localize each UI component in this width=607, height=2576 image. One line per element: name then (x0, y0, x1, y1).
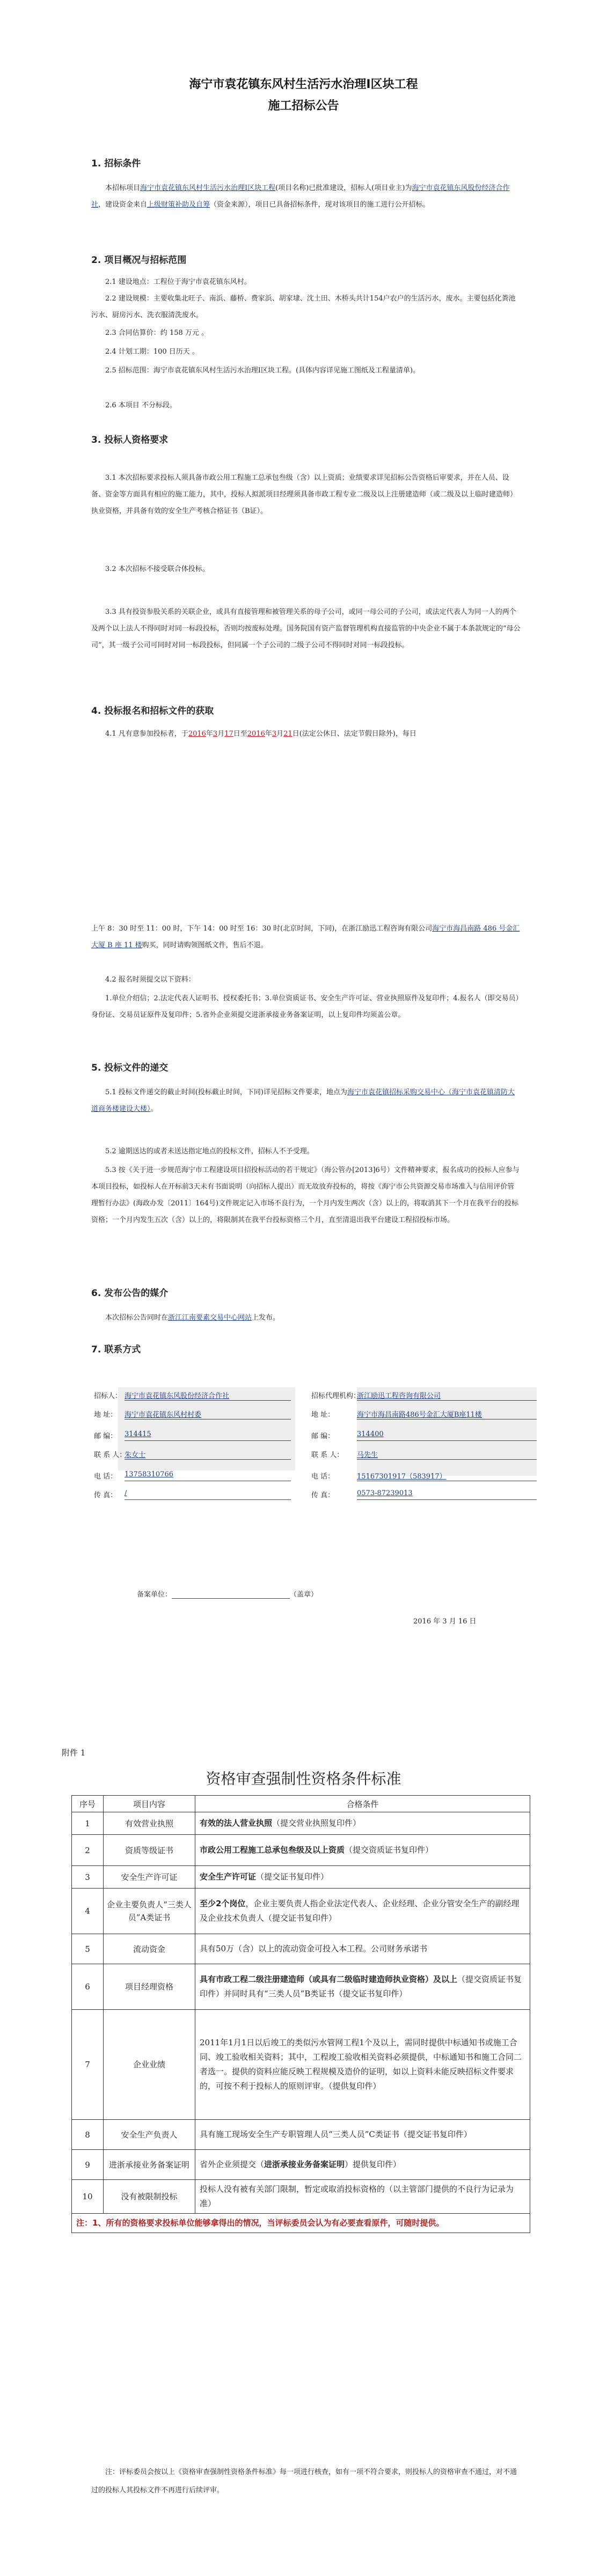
row-condition (195, 2010, 530, 2120)
row-item: 安全生产负责人 (104, 2120, 195, 2150)
section4-heading: 4. 投标报名和招标文件的获取 (91, 706, 214, 716)
s3-p2: 3.2 本次招标不接受联合体投标。 (105, 565, 209, 573)
table-note-row (72, 2214, 530, 2233)
condition-bold: 具有市政工程二级注册建造师（或具有二级临时建造师执业资格）及以上 (200, 1974, 458, 1984)
contact-left-value: / (125, 1489, 127, 1497)
condition-text: 投标人没有被有关部门限制，暂定或取消投标资格的（以主管部门提供的不良行为记录为准） (200, 2184, 514, 2208)
condition-text: ）提供复印件） (345, 2160, 401, 2169)
s2-item-4: 2.4 计划工期：100 日历天 。 (105, 348, 199, 356)
contact-right-label: 招标代理机构： (311, 1392, 361, 1400)
row-item: 安全生产许可证 (104, 1866, 195, 1889)
s4-p2-list: 1.单位介绍信；2.法定代表人证明书、授权委托书；3.单位资质证书、安全生产许可证、营业执照原件及复印件；4.报名人（即交易员）身份证、交易员证原件及复印件；5.省外企业须提交进浙承接业务备案证明，以上复印件均须盖公章。 (91, 994, 520, 1019)
contact-left-value: 13758310766 (125, 1470, 173, 1479)
section3-heading: 3. 投标人资格要求 (91, 435, 169, 445)
row-item: 流动资金 (104, 1934, 195, 1964)
contact-left-value: 海宁市袁花镇东风股份经济合作社 (125, 1392, 230, 1400)
header-no: 序号 (72, 1796, 104, 1812)
doc-title-line2: 施工招标公告 (268, 99, 339, 113)
row-item: 企业主要负责人“三类人员”A类证书 (104, 1889, 195, 1934)
start-day: 17 (224, 730, 233, 738)
contact-underline (357, 1400, 537, 1401)
row-condition (195, 2180, 530, 2214)
row-condition (195, 1934, 530, 1964)
table-row (72, 2150, 530, 2180)
condition-bold: 安全生产许可证 (200, 1872, 257, 1882)
row-no: 3 (72, 1866, 104, 1889)
contact-right-label: 电 话： (311, 1473, 335, 1481)
row-no: 8 (72, 2120, 104, 2150)
header-condition: 合格条件 (195, 1796, 530, 1812)
contact-right-label: 邮 编： (311, 1432, 335, 1440)
s4-p1-cont: 上午 8：30 时至 11：00 时，下午 14：00 时至 16：30 时(北京时间，下同)，在浙江励迅工程咨询有限公司海宁市海昌南路 486 号金汇大厦 B 座 11 楼购买，同时请购领图纸文件，售后不退。 (91, 925, 520, 949)
s2-item-1: 2.1 建设地点：工程位于海宁市袁花镇东风村。 (105, 278, 251, 286)
row-item: 项目经理资格 (104, 1964, 195, 2010)
row-item: 资质等级证书 (104, 1835, 195, 1866)
table-header-row (72, 1796, 530, 1812)
contact-right-label: 联 系 人： (311, 1451, 344, 1459)
contact-left-label: 地 址： (94, 1411, 118, 1419)
contact-left-label: 联 系 人： (94, 1451, 127, 1459)
s3-p3: 3.3 具有投资参股关系的关联企业，或具有直接管理和被管理关系的母子公司，或同一母公司的子公司，或法定代表人为同一人的两个及两个以上法人不得同时对同一标段投标，否则均按废标处理。国务院国有资产监督管理机构直接监管的中央企业不属于本条款规定的“母公司”，其一级子公司可同时对同一标段投标，但同属一个子公司的二级子公司不得同时对同一标段投标。 (91, 608, 521, 649)
contact-right-value: 314400 (357, 1430, 384, 1438)
s5-p2: 5.2 逾期送达的或者未送达指定地点的投标文件，招标人不予受理。 (105, 1147, 314, 1155)
table-row (72, 1889, 530, 1934)
contact-underline (357, 1499, 537, 1500)
contact-left-value: 朱女士 (125, 1451, 146, 1459)
s2-item-2: 2.2 建设规模：主要收集北旺子、南浜、藤桥、费家浜、胡家埭、沈土田、木桥头共计154户农户的生活污水，废水。主要包括化粪池污水、厨房污水、洗衣服清洗废水。 (91, 295, 516, 319)
table-row (72, 2120, 530, 2150)
table-row (72, 1866, 530, 1889)
condition-text: （提交证书复印件） (256, 1872, 329, 1882)
contact-left-label: 邮 编： (94, 1432, 118, 1440)
s2-item-5: 2.5 招标范围：海宁市袁花镇东风村生活污水治理Ⅰ区块工程。(具体内容详见施工图纸及工程量清单)。 (105, 367, 420, 375)
contact-right-value: 海宁市海昌南路486号金汇大厦B座11楼 (357, 1411, 482, 1419)
table-row (72, 1934, 530, 1964)
contact-left-label: 传 真： (94, 1491, 118, 1499)
annex-title: 资格审查强制性资格条件标准 (206, 1770, 401, 1788)
condition-text: 2011年1月1日以后竣工的类似污水管网工程1个及以上，需同时提供中标通知书或施工合同、竣工验收相关资料；其中，工程竣工验收相关资料必须提供，中标通知书和施工合同二者选一。提供的资料应能反映工程规模及造价的证明，如以上资料未能反映招标文件要求的，可按不利于投标人的原则评审。（提供复印件） (200, 2038, 522, 2091)
contact-underline (125, 1499, 291, 1500)
s4-p1-line: 4.1 凡有意参加投标者，于2016年3月17日至2016年3月21日(法定公休日、法定节假日除外)，每日 (105, 730, 416, 738)
publish-media: 浙江江南要素交易中心网站 (168, 1314, 252, 1322)
row-item: 有效营业执照 (104, 1812, 195, 1835)
row-no: 1 (72, 1812, 104, 1835)
row-condition: 省外企业须提交（进浙承接业务备案证明）提供复印件） (195, 2150, 530, 2180)
section1-heading: 1. 招标条件 (91, 158, 141, 169)
contact-left-value: 海宁市袁花镇东风村村委 (125, 1411, 202, 1419)
row-no: 4 (72, 1889, 104, 1934)
filing-unit: 备案单位： （盖章） (137, 1591, 318, 1599)
table-row (72, 2010, 530, 2120)
contact-right-label: 地 址： (311, 1411, 335, 1419)
table-row (72, 1812, 530, 1835)
s2-item-3: 2.3 合同估算价：约 158 万元 。 (105, 329, 209, 337)
s5-p1: 5.1 投标文件递交的截止时间(投标截止时间，下同)详见招标文件要求，地点为海宁市袁花镇招标采购交易中心（海宁市袁花镇清防大道商务楼建设大楼）。 (91, 1088, 515, 1113)
notice-date: 2016 年 3 月 16 日 (413, 1618, 477, 1626)
s4-p2: 4.2 报名时须提交以下资料： (105, 976, 195, 984)
s3-p1: 3.1 本次招标要求投标人须具备市政公用工程施工总承包叁级（含）以上资质；业绩要求详见招标公告资格后审要求，并在人员、设备、资金等方面具有相应的施工能力，其中，投标人拟派项目经理须具备市政工程专业二级及以上注册建造师（或二级及以上临时建造师）执业资格，并具备有效的安全生产考核合格证书（B证）。 (91, 474, 517, 515)
contact-underline (357, 1459, 537, 1460)
table-note: 注：1、所有的资格要求投标单位能够拿得出的情况，当评标委员会认为有必要查看原件，可随时提供。 (72, 2214, 530, 2233)
start-year: 2016 (188, 730, 206, 738)
row-condition (195, 1835, 530, 1866)
condition-text: ，企业主要负责人指企业法定代表人、企业经理、企业分管安全生产的副经理及企业技术负责人（提交证书复印件） (200, 1899, 520, 1923)
condition-text: 具有50万（含）以上的流动资金可投入本工程。公司财务承诺书 (200, 1944, 428, 1953)
contact-left-value: 314415 (125, 1430, 151, 1438)
row-item: 企业业绩 (104, 2010, 195, 2120)
row-no: 9 (72, 2150, 104, 2180)
table-row (72, 2180, 530, 2214)
contact-left-label: 招标人： (94, 1392, 122, 1400)
condition-text: （提交营业执照复印件） (272, 1818, 361, 1828)
contact-underline (357, 1440, 537, 1441)
condition-bold: 市政公用工程施工总承包叁级及以上资质 (200, 1845, 345, 1855)
end-month: 3 (272, 730, 277, 738)
row-no: 7 (72, 2010, 104, 2120)
row-item: 没有被限制投标 (104, 2180, 195, 2214)
contact-right-value: 马先生 (357, 1451, 378, 1459)
row-no: 2 (72, 1835, 104, 1866)
contact-right-value: 0573-87239013 (357, 1489, 413, 1497)
section2-heading: 2. 项目概况与招标范围 (91, 255, 187, 266)
qualification-table (71, 1795, 530, 2233)
section7-heading: 7. 联系方式 (91, 1344, 141, 1355)
contact-left-label: 电 话： (94, 1473, 118, 1481)
condition-prefix: 省外企业须提交 (200, 2160, 257, 2169)
section5-heading: 5. 投标文件的递交 (91, 1063, 169, 1073)
project-name: 海宁市袁花镇东风村生活污水治理Ⅰ区块工程 (140, 184, 276, 192)
row-no: 6 (72, 1964, 104, 2010)
row-condition (195, 1964, 530, 2010)
fund-source: 上级财策补助及自筹 (147, 201, 210, 209)
condition-bold: 进浙承接业务备案证明 (264, 2160, 345, 2169)
row-item: 进浙承接业务备案证明 (104, 2150, 195, 2180)
end-year: 2016 (247, 730, 265, 738)
row-condition (195, 2120, 530, 2150)
row-no: 5 (72, 1934, 104, 1964)
condition-text: （提交资质证书复印件） (345, 1845, 434, 1855)
contact-right-value: 15167301917（583917） (357, 1473, 447, 1481)
start-month: 3 (213, 730, 218, 738)
section6-heading: 6. 发布公告的媒介 (91, 1288, 169, 1299)
s5-p3: 5.3 按《关于进一步规范海宁市工程建设项目招投标活动的若干规定》（海公管办[2013]6号）文件精神要求，报名成功的投标人应参与本项目投标，如投标人在开标前3天未有书面说明（向招标人提出）而无故放弃投标的，将按《海宁市公共资源交易市场准入与信用评价管理暂行办法》(海政办发〔2011〕164号)文件规定记入市场不良行为，一个月内发生两次（含）以上的，将取消其下一个月在我平台的投标资格；一个月内发生五次（含）以上的，将限制其在我平台投标资格三个月，直至清退出我平台建设工程招投标市场。 (91, 1166, 520, 1224)
contact-underline (125, 1440, 291, 1441)
row-no: 10 (72, 2180, 104, 2214)
purchase-address: 海宁市海昌南路 486 号金汇大厦 B 座 11 楼 (91, 925, 520, 949)
s6-text: 本次招标公告同时在浙江江南要素交易中心网站上发布。 (105, 1314, 280, 1322)
row-condition (195, 1889, 530, 1934)
condition-text: 具有施工现场安全生产专职管理人员“三类人员”C类证书（提交证书复印件） (200, 2129, 472, 2139)
row-condition (195, 1866, 530, 1889)
contact-right-value: 浙江励迅工程咨询有限公司 (357, 1392, 441, 1400)
annex-footnote: 注：评标委员会按以上《资格审查强制性资格条件标准》每一项进行核查，如有一项不符合要求，则投标人的资格审查不通过，对不通过的投标人其投标文件不再进行后续评审。 (91, 2468, 517, 2494)
annex-label: 附件 1 (62, 1748, 86, 1758)
doc-title-line1: 海宁市袁花镇东风村生活污水治理Ⅰ区块工程 (189, 78, 418, 91)
header-item: 项目内容 (104, 1796, 195, 1812)
condition-bold: 至少2个岗位 (200, 1899, 246, 1908)
owner-name: 海宁市袁花镇东风股份经济合作社 (91, 184, 510, 209)
table-row (72, 1964, 530, 2010)
contact-underline (125, 1459, 291, 1460)
row-condition (195, 1812, 530, 1835)
s2-item-6: 2.6 本项目 不分标段。 (105, 401, 177, 409)
table-row (72, 1835, 530, 1866)
condition-text: （提交资质证书复印件）并同时具有“三类人员”B类证书（提交证书复印件） (200, 1974, 522, 1999)
submission-place: 海宁市袁花镇招标采购交易中心（海宁市袁花镇清防大道商务楼建设大楼） (91, 1088, 515, 1113)
contact-right-label: 传 真： (311, 1491, 335, 1499)
end-day: 21 (283, 730, 292, 738)
section1-text: 本招标项目海宁市袁花镇东风村生活污水治理Ⅰ区块工程(项目名称)已批准建设，招标人(项目业主)为海宁市袁花镇东风股份经济合作社，建设资金来自上级财策补助及自筹（资金来源），项目已具备招标条件，现对该项目的施工进行公开招标。 (91, 184, 510, 209)
contact-underline (125, 1400, 291, 1401)
condition-bold: 有效的法人营业执照 (200, 1818, 273, 1828)
